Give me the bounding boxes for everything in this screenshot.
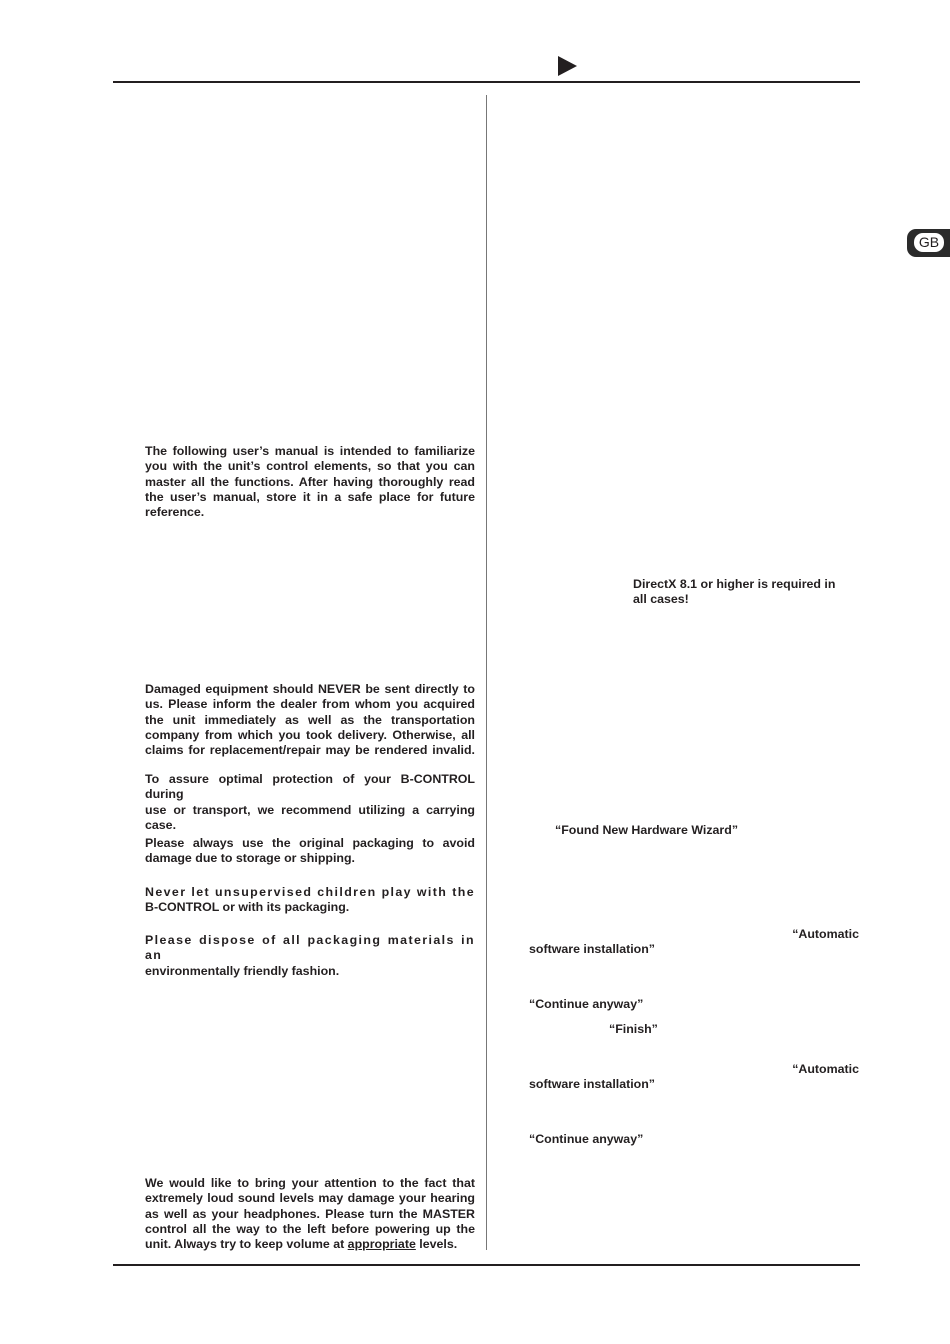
column-divider bbox=[486, 95, 487, 1250]
children-paragraph: Never let unsupervised children play with the B-CONTROL or with its packaging. bbox=[145, 885, 475, 915]
automatic-install-text-2: “Automatic software installation” bbox=[529, 1062, 859, 1092]
packaging-paragraph: Please always use the original packaging to avoid damage due to storage or shipping. bbox=[145, 836, 475, 866]
finish-text: “Finish” bbox=[609, 1022, 658, 1036]
protection-paragraph: To assure optimal protection of your B-CONTROL during use or transport, we recommend utilizing a carrying case. bbox=[145, 772, 475, 832]
dispose-paragraph: Please dispose of all packaging materials in an environmentally friendly fashion. bbox=[145, 933, 475, 978]
automatic-install-text-1: “Automatic software installation” bbox=[529, 927, 859, 957]
language-tab-label: GB bbox=[914, 233, 944, 252]
footer-rule bbox=[113, 1264, 860, 1266]
language-tab bbox=[907, 229, 950, 257]
continue-anyway-text-2: “Continue anyway” bbox=[529, 1132, 644, 1146]
directx-note: DirectX 8.1 or higher is required in all cases! bbox=[633, 577, 836, 607]
appropriate-underlined: appropriate bbox=[347, 1237, 416, 1252]
header-rule bbox=[113, 81, 860, 83]
hearing-last-line: unit. Always try to keep volume at appropriate levels. bbox=[145, 1237, 458, 1252]
found-new-hardware-wizard-text: “Found New Hardware Wizard” bbox=[555, 823, 739, 837]
hearing-paragraph: We would like to bring your attention to the fact that extremely loud sound levels may damage your hearing as well as your headphones. Please turn the MASTER control all the way to the left before powering up the unit. Always try to keep volume at appropriate levels. bbox=[145, 1176, 475, 1252]
intro-paragraph: The following user’s manual is intended to familiarize you with the unit’s control elements, so that you can master all the functions. After having thoroughly read the user’s manual, store it in a safe place for future reference. bbox=[145, 444, 475, 520]
play-arrow-icon bbox=[558, 56, 577, 76]
continue-anyway-text-1: “Continue anyway” bbox=[529, 997, 644, 1011]
damaged-equipment-paragraph: Damaged equipment should NEVER be sent directly to us. Please inform the dealer from whom you acquired the unit immediately as well as the transportation company from which you took delivery. Otherwise, all claims for replacement/repair may be rendered invalid. bbox=[145, 682, 475, 758]
